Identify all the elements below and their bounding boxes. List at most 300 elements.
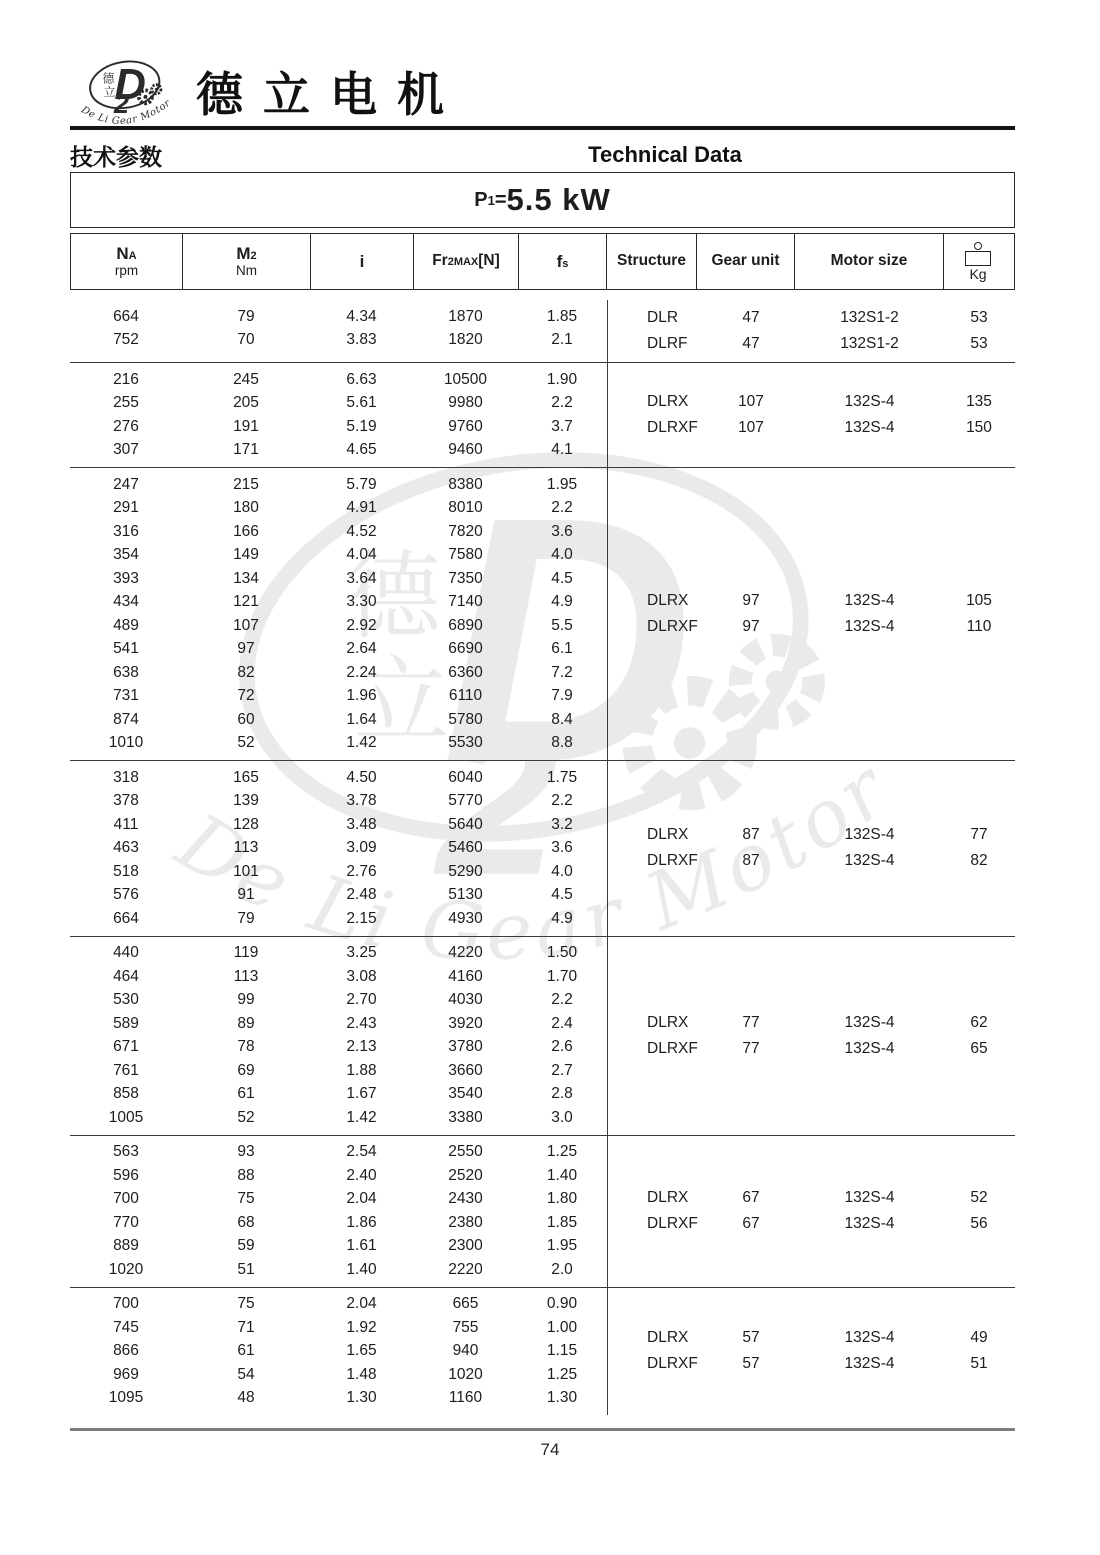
power-symbol: P <box>474 188 488 211</box>
fs-sub: s <box>562 257 569 270</box>
cell-fr2max: 3540 <box>448 1085 483 1103</box>
cell-fr2max: 8010 <box>448 499 483 517</box>
cell-structure: DLRXF <box>647 852 698 870</box>
table-block <box>70 1288 1015 1416</box>
cell-m2: 113 <box>233 839 259 857</box>
cell-i: 2.54 <box>346 1143 377 1161</box>
header-rule <box>70 126 1015 130</box>
cell-fr2max: 8380 <box>448 475 483 493</box>
table-row <box>70 520 607 544</box>
cell-i: 3.48 <box>346 815 377 833</box>
table-block <box>70 468 1015 761</box>
table-row <box>70 305 607 329</box>
cell-i: 2.40 <box>346 1166 377 1184</box>
cell-m2: 75 <box>237 1295 255 1313</box>
table-row <box>70 1316 607 1340</box>
cell-fr2max: 940 <box>452 1342 479 1360</box>
cell-fs: 2.1 <box>551 331 573 349</box>
cell-structure: DLRX <box>647 1329 689 1347</box>
cell-na: 664 <box>113 307 139 325</box>
cell-na: 563 <box>113 1143 139 1161</box>
cell-i: 4.04 <box>346 546 377 564</box>
cell-m2: 61 <box>237 1342 255 1360</box>
table-row <box>70 329 607 353</box>
cell-na: 378 <box>113 792 139 810</box>
col-header-m2 <box>183 234 311 289</box>
cell-na: 276 <box>113 417 139 435</box>
cell-na: 589 <box>113 1014 139 1032</box>
cell-structure: DLRX <box>647 826 689 844</box>
cell-i: 4.34 <box>346 307 377 325</box>
cell-m2: 68 <box>237 1213 255 1231</box>
cell-fr2max: 1870 <box>448 307 483 325</box>
cell-gear-unit: 67 <box>742 1215 760 1232</box>
power-value: 5.5 kW <box>506 182 611 217</box>
cell-gear-unit: 57 <box>742 1355 760 1373</box>
table-block <box>70 761 1015 937</box>
cell-structure: DLRX <box>647 1013 689 1031</box>
cell-i: 2.13 <box>346 1038 377 1056</box>
cell-fs: 4.9 <box>551 593 573 611</box>
cell-na: 664 <box>113 909 139 927</box>
cell-motor-size: 132S-4 <box>844 419 895 436</box>
cell-na: 464 <box>113 967 139 985</box>
cell-fr2max: 6110 <box>448 687 483 705</box>
cell-kg: 135 <box>966 393 992 410</box>
cell-fr2max: 4160 <box>448 967 483 985</box>
cell-fr2max: 2520 <box>448 1166 483 1184</box>
cell-fs: 1.85 <box>546 1213 578 1231</box>
cell-m2: 79 <box>237 307 255 325</box>
cell-na: 671 <box>113 1038 139 1056</box>
cell-i: 2.70 <box>346 991 377 1009</box>
cell-na: 866 <box>113 1342 139 1360</box>
na-sub: A <box>128 249 137 262</box>
cell-i: 1.42 <box>346 734 377 752</box>
cell-fs: 3.6 <box>551 522 573 540</box>
cell-fr2max: 7140 <box>448 593 483 611</box>
cell-fr2max: 9980 <box>448 394 483 412</box>
cell-na: 770 <box>113 1213 139 1231</box>
cell-i: 3.64 <box>346 569 377 587</box>
cell-fs: 1.75 <box>546 768 578 786</box>
structure-row <box>607 1325 1014 1351</box>
col-header-structure <box>607 234 697 289</box>
cell-fr2max: 4030 <box>448 991 483 1009</box>
cell-fs: 3.6 <box>551 839 573 857</box>
cell-fs: 1.40 <box>546 1166 578 1184</box>
cell-fr2max: 2380 <box>448 1213 483 1231</box>
cell-i: 4.91 <box>346 499 377 517</box>
table-row <box>70 614 607 638</box>
cell-fr2max: 2300 <box>448 1237 483 1255</box>
structure-row <box>607 1185 1014 1211</box>
table-row <box>70 544 607 568</box>
cell-kg: 150 <box>966 419 992 436</box>
structure-row <box>607 822 1014 848</box>
cell-m2: 215 <box>233 475 259 493</box>
cell-fr2max: 5460 <box>448 839 483 857</box>
cell-gear-unit: 87 <box>742 852 760 870</box>
cell-motor-size: 132S-4 <box>844 592 895 609</box>
cell-na: 411 <box>113 815 139 833</box>
cell-i: 2.48 <box>346 886 377 904</box>
cell-fs: 0.90 <box>546 1295 578 1313</box>
cell-i: 1.64 <box>346 710 377 728</box>
cell-na: 316 <box>113 522 139 540</box>
cell-fs: 2.2 <box>551 394 573 412</box>
cell-m2: 69 <box>237 1061 255 1079</box>
cell-kg: 65 <box>970 1039 988 1057</box>
cell-fr2max: 3380 <box>448 1108 483 1126</box>
table-row <box>70 1012 607 1036</box>
table-block <box>70 300 1015 363</box>
cell-i: 1.92 <box>346 1318 377 1336</box>
cell-fr2max: 755 <box>452 1318 479 1336</box>
table-row <box>70 1293 607 1317</box>
cell-fs: 5.5 <box>551 616 573 634</box>
cell-fs: 1.80 <box>546 1190 578 1208</box>
cell-motor-size: 132S-4 <box>844 1215 895 1232</box>
table-row <box>70 661 607 685</box>
table-row <box>70 1363 607 1387</box>
cell-m2: 101 <box>233 862 259 880</box>
cell-i: 4.50 <box>346 768 377 786</box>
cell-m2: 88 <box>237 1166 255 1184</box>
col-header-gear-unit <box>697 234 795 289</box>
cell-na: 518 <box>113 862 139 880</box>
table-row <box>70 837 607 861</box>
cell-m2: 48 <box>237 1389 255 1407</box>
cell-fr2max: 1020 <box>448 1365 483 1383</box>
cell-fr2max: 665 <box>452 1295 479 1313</box>
cell-fr2max: 5530 <box>448 734 483 752</box>
cell-fs: 1.15 <box>546 1342 578 1360</box>
motor-size-label: Motor size <box>830 252 908 270</box>
cell-i: 4.52 <box>346 522 377 540</box>
cell-fs: 4.5 <box>551 569 573 587</box>
cell-structure: DLRX <box>647 393 689 410</box>
cell-motor-size: 132S-4 <box>844 1189 895 1206</box>
table-row <box>70 567 607 591</box>
cell-fs: 1.85 <box>546 307 578 325</box>
cell-fr2max: 5640 <box>448 815 483 833</box>
cell-i: 2.92 <box>346 616 377 634</box>
cell-i: 3.30 <box>346 593 377 611</box>
table-row <box>70 1083 607 1107</box>
cell-m2: 180 <box>233 499 259 517</box>
cell-na: 440 <box>113 944 139 962</box>
cell-i: 3.08 <box>346 967 377 985</box>
cell-fr2max: 7820 <box>448 522 483 540</box>
cell-motor-size: 132S1-2 <box>840 335 899 352</box>
cell-na: 576 <box>113 886 139 904</box>
table-row <box>70 497 607 521</box>
cell-m2: 93 <box>237 1143 255 1161</box>
cell-fs: 1.90 <box>546 370 578 388</box>
cell-m2: 171 <box>233 441 259 459</box>
table-row <box>70 732 607 756</box>
fr-label: Fr <box>432 252 448 270</box>
table-row <box>70 685 607 709</box>
structure-row <box>607 588 1014 614</box>
cell-m2: 91 <box>237 886 255 904</box>
cell-m2: 79 <box>237 909 255 927</box>
cell-fs: 2.2 <box>551 792 573 810</box>
cell-fs: 2.7 <box>551 1061 573 1079</box>
company-logo <box>68 52 188 145</box>
cell-i: 2.24 <box>346 663 377 681</box>
cell-fs: 1.30 <box>546 1389 578 1407</box>
table-row <box>70 1258 607 1282</box>
page-number: 74 <box>540 1440 560 1459</box>
table-header-row <box>70 233 1015 290</box>
cell-structure: DLRXF <box>647 1355 698 1373</box>
cell-na: 745 <box>113 1318 139 1336</box>
cell-i: 2.64 <box>346 640 377 658</box>
cell-fr2max: 5780 <box>448 710 483 728</box>
cell-m2: 60 <box>237 710 255 728</box>
table-row <box>70 884 607 908</box>
cell-i: 3.25 <box>346 944 377 962</box>
cell-i: 1.96 <box>346 687 377 705</box>
cell-structure: DLRXF <box>647 618 698 635</box>
cell-na: 463 <box>113 839 139 857</box>
cell-fr2max: 5290 <box>448 862 483 880</box>
cell-m2: 107 <box>233 616 259 634</box>
cell-kg: 77 <box>970 826 988 844</box>
cell-fr2max: 2220 <box>448 1260 483 1278</box>
cell-m2: 71 <box>237 1318 255 1336</box>
cell-na: 731 <box>113 687 139 705</box>
cell-fr2max: 9460 <box>448 441 483 459</box>
cell-gear-unit: 107 <box>738 419 764 436</box>
table-row <box>70 766 607 790</box>
cell-na: 858 <box>113 1085 139 1103</box>
table-row <box>70 439 607 463</box>
col-header-na <box>71 234 183 289</box>
table-row <box>70 907 607 931</box>
cell-structure: DLR <box>647 309 679 326</box>
cell-m2: 113 <box>233 967 259 985</box>
cell-fr2max: 4930 <box>448 909 483 927</box>
cell-m2: 59 <box>237 1237 255 1255</box>
cell-i: 1.30 <box>346 1389 377 1407</box>
cell-fr2max: 6890 <box>448 616 483 634</box>
table-row <box>70 965 607 989</box>
cell-fr2max: 3660 <box>448 1061 483 1079</box>
cell-motor-size: 132S-4 <box>844 618 895 635</box>
cell-kg: 49 <box>970 1329 988 1347</box>
cell-kg: 53 <box>970 309 988 326</box>
cell-na: 752 <box>113 331 139 349</box>
cell-gear-unit: 57 <box>742 1329 760 1347</box>
cell-m2: 121 <box>233 593 259 611</box>
cell-fs: 2.2 <box>551 991 573 1009</box>
col-header-fr2max <box>414 234 519 289</box>
cell-structure: DLRX <box>647 1189 689 1206</box>
cell-kg: 110 <box>966 618 992 635</box>
cell-fs: 3.7 <box>551 417 573 435</box>
cell-fr2max: 3920 <box>448 1014 483 1032</box>
cell-fr2max: 7580 <box>448 546 483 564</box>
na-unit: rpm <box>114 262 139 278</box>
cell-fr2max: 7350 <box>448 569 483 587</box>
table-row <box>70 860 607 884</box>
table-row <box>70 591 607 615</box>
cell-fs: 2.6 <box>551 1038 573 1056</box>
fs-structure-divider <box>607 300 608 1415</box>
cell-i: 1.88 <box>346 1061 377 1079</box>
cell-i: 1.86 <box>346 1213 377 1231</box>
cell-na: 307 <box>113 441 139 459</box>
cell-m2: 97 <box>237 640 255 658</box>
structure-row <box>607 1036 1014 1062</box>
cell-fs: 3.2 <box>551 815 573 833</box>
cell-na: 530 <box>113 991 139 1009</box>
cell-i: 1.61 <box>346 1237 377 1255</box>
cell-kg: 62 <box>970 1013 988 1031</box>
cell-na: 489 <box>113 616 139 634</box>
cell-na: 969 <box>113 1365 139 1383</box>
cell-fr2max: 10500 <box>443 370 488 388</box>
cell-gear-unit: 97 <box>742 618 760 635</box>
structure-row <box>607 1010 1014 1036</box>
cell-fs: 1.25 <box>546 1143 578 1161</box>
structure-row <box>607 614 1014 640</box>
cell-fs: 2.0 <box>551 1260 573 1278</box>
cell-m2: 51 <box>237 1260 255 1278</box>
cell-fs: 1.50 <box>546 944 578 962</box>
cell-m2: 139 <box>233 792 259 810</box>
cell-motor-size: 132S-4 <box>844 1039 895 1057</box>
cell-na: 1020 <box>108 1260 144 1278</box>
cell-m2: 75 <box>237 1190 255 1208</box>
cell-kg: 56 <box>970 1215 988 1232</box>
table-body <box>70 300 1015 1415</box>
power-subscript: 1 <box>487 192 495 208</box>
table-row <box>70 942 607 966</box>
cell-fs: 8.8 <box>551 734 573 752</box>
cell-fs: 4.9 <box>551 909 573 927</box>
section-title-cn: 技术参数 <box>70 144 162 170</box>
cell-i: 3.83 <box>346 331 377 349</box>
cell-fs: 2.2 <box>551 499 573 517</box>
cell-fs: 7.2 <box>551 663 573 681</box>
cell-kg: 105 <box>966 592 992 609</box>
structure-row <box>607 389 1014 415</box>
cell-i: 1.65 <box>346 1342 377 1360</box>
cell-i: 6.63 <box>346 370 377 388</box>
cell-i: 2.15 <box>346 909 377 927</box>
cell-structure: DLRX <box>647 592 689 609</box>
cell-structure: DLRF <box>647 335 688 352</box>
cell-fr2max: 6360 <box>448 663 483 681</box>
table-row <box>70 813 607 837</box>
cell-na: 255 <box>113 394 139 412</box>
table-row <box>70 1141 607 1165</box>
power-title-box <box>70 172 1015 228</box>
cell-fs: 2.8 <box>551 1085 573 1103</box>
cell-structure: DLRXF <box>647 1215 698 1232</box>
m2-label: M <box>236 243 251 263</box>
structure-row <box>607 305 1014 331</box>
cell-motor-size: 132S-4 <box>844 826 895 844</box>
cell-fs: 4.0 <box>551 546 573 564</box>
section-title-en: Technical Data <box>588 142 742 167</box>
na-label: N <box>116 243 129 263</box>
cell-m2: 119 <box>233 944 259 962</box>
cell-fs: 1.95 <box>546 1237 578 1255</box>
cell-kg: 51 <box>970 1355 988 1373</box>
cell-gear-unit: 107 <box>738 393 764 410</box>
cell-m2: 134 <box>233 569 259 587</box>
cell-na: 700 <box>113 1295 139 1313</box>
cell-m2: 72 <box>237 687 255 705</box>
structure-row <box>607 848 1014 874</box>
table-row <box>70 1235 607 1259</box>
cell-na: 1095 <box>108 1389 144 1407</box>
cell-fr2max: 9760 <box>448 417 483 435</box>
structure-label: Structure <box>617 252 686 270</box>
cell-fs: 4.0 <box>551 862 573 880</box>
cell-fs: 2.4 <box>551 1014 573 1032</box>
table-row <box>70 1188 607 1212</box>
cell-m2: 191 <box>233 417 259 435</box>
structure-row <box>607 1211 1014 1237</box>
cell-na: 638 <box>113 663 139 681</box>
col-header-i <box>311 234 414 289</box>
cell-structure: DLRXF <box>647 1039 698 1057</box>
cell-na: 1005 <box>108 1108 144 1126</box>
cell-na: 889 <box>113 1237 139 1255</box>
table-row <box>70 638 607 662</box>
table-row <box>70 1340 607 1364</box>
cell-fs: 1.00 <box>546 1318 578 1336</box>
fs-label: f <box>556 251 563 271</box>
weight-icon <box>965 242 991 266</box>
structure-row <box>607 1351 1014 1377</box>
cell-m2: 99 <box>237 991 255 1009</box>
cell-na: 393 <box>113 569 139 587</box>
cell-motor-size: 132S-4 <box>844 1329 895 1347</box>
cell-fs: 8.4 <box>551 710 573 728</box>
cell-fr2max: 5130 <box>448 886 483 904</box>
table-row <box>70 368 607 392</box>
cell-fr2max: 6040 <box>448 768 483 786</box>
cell-m2: 128 <box>233 815 259 833</box>
cell-gear-unit: 47 <box>742 309 760 326</box>
cell-gear-unit: 97 <box>742 592 760 609</box>
table-row <box>70 1164 607 1188</box>
cell-motor-size: 132S-4 <box>844 1355 895 1373</box>
cell-m2: 166 <box>233 522 259 540</box>
cell-i: 5.61 <box>346 394 377 412</box>
cell-fs: 1.95 <box>546 475 578 493</box>
cell-na: 761 <box>113 1061 139 1079</box>
cell-fr2max: 5770 <box>448 792 483 810</box>
cell-m2: 82 <box>237 663 255 681</box>
table-row <box>70 989 607 1013</box>
cell-na: 541 <box>113 640 139 658</box>
table-row <box>70 415 607 439</box>
m2-unit: Nm <box>236 262 257 278</box>
cell-i: 1.42 <box>346 1108 377 1126</box>
cell-kg: 53 <box>970 335 988 352</box>
table-row <box>70 1106 607 1130</box>
table-row <box>70 1211 607 1235</box>
cell-gear-unit: 87 <box>742 826 760 844</box>
